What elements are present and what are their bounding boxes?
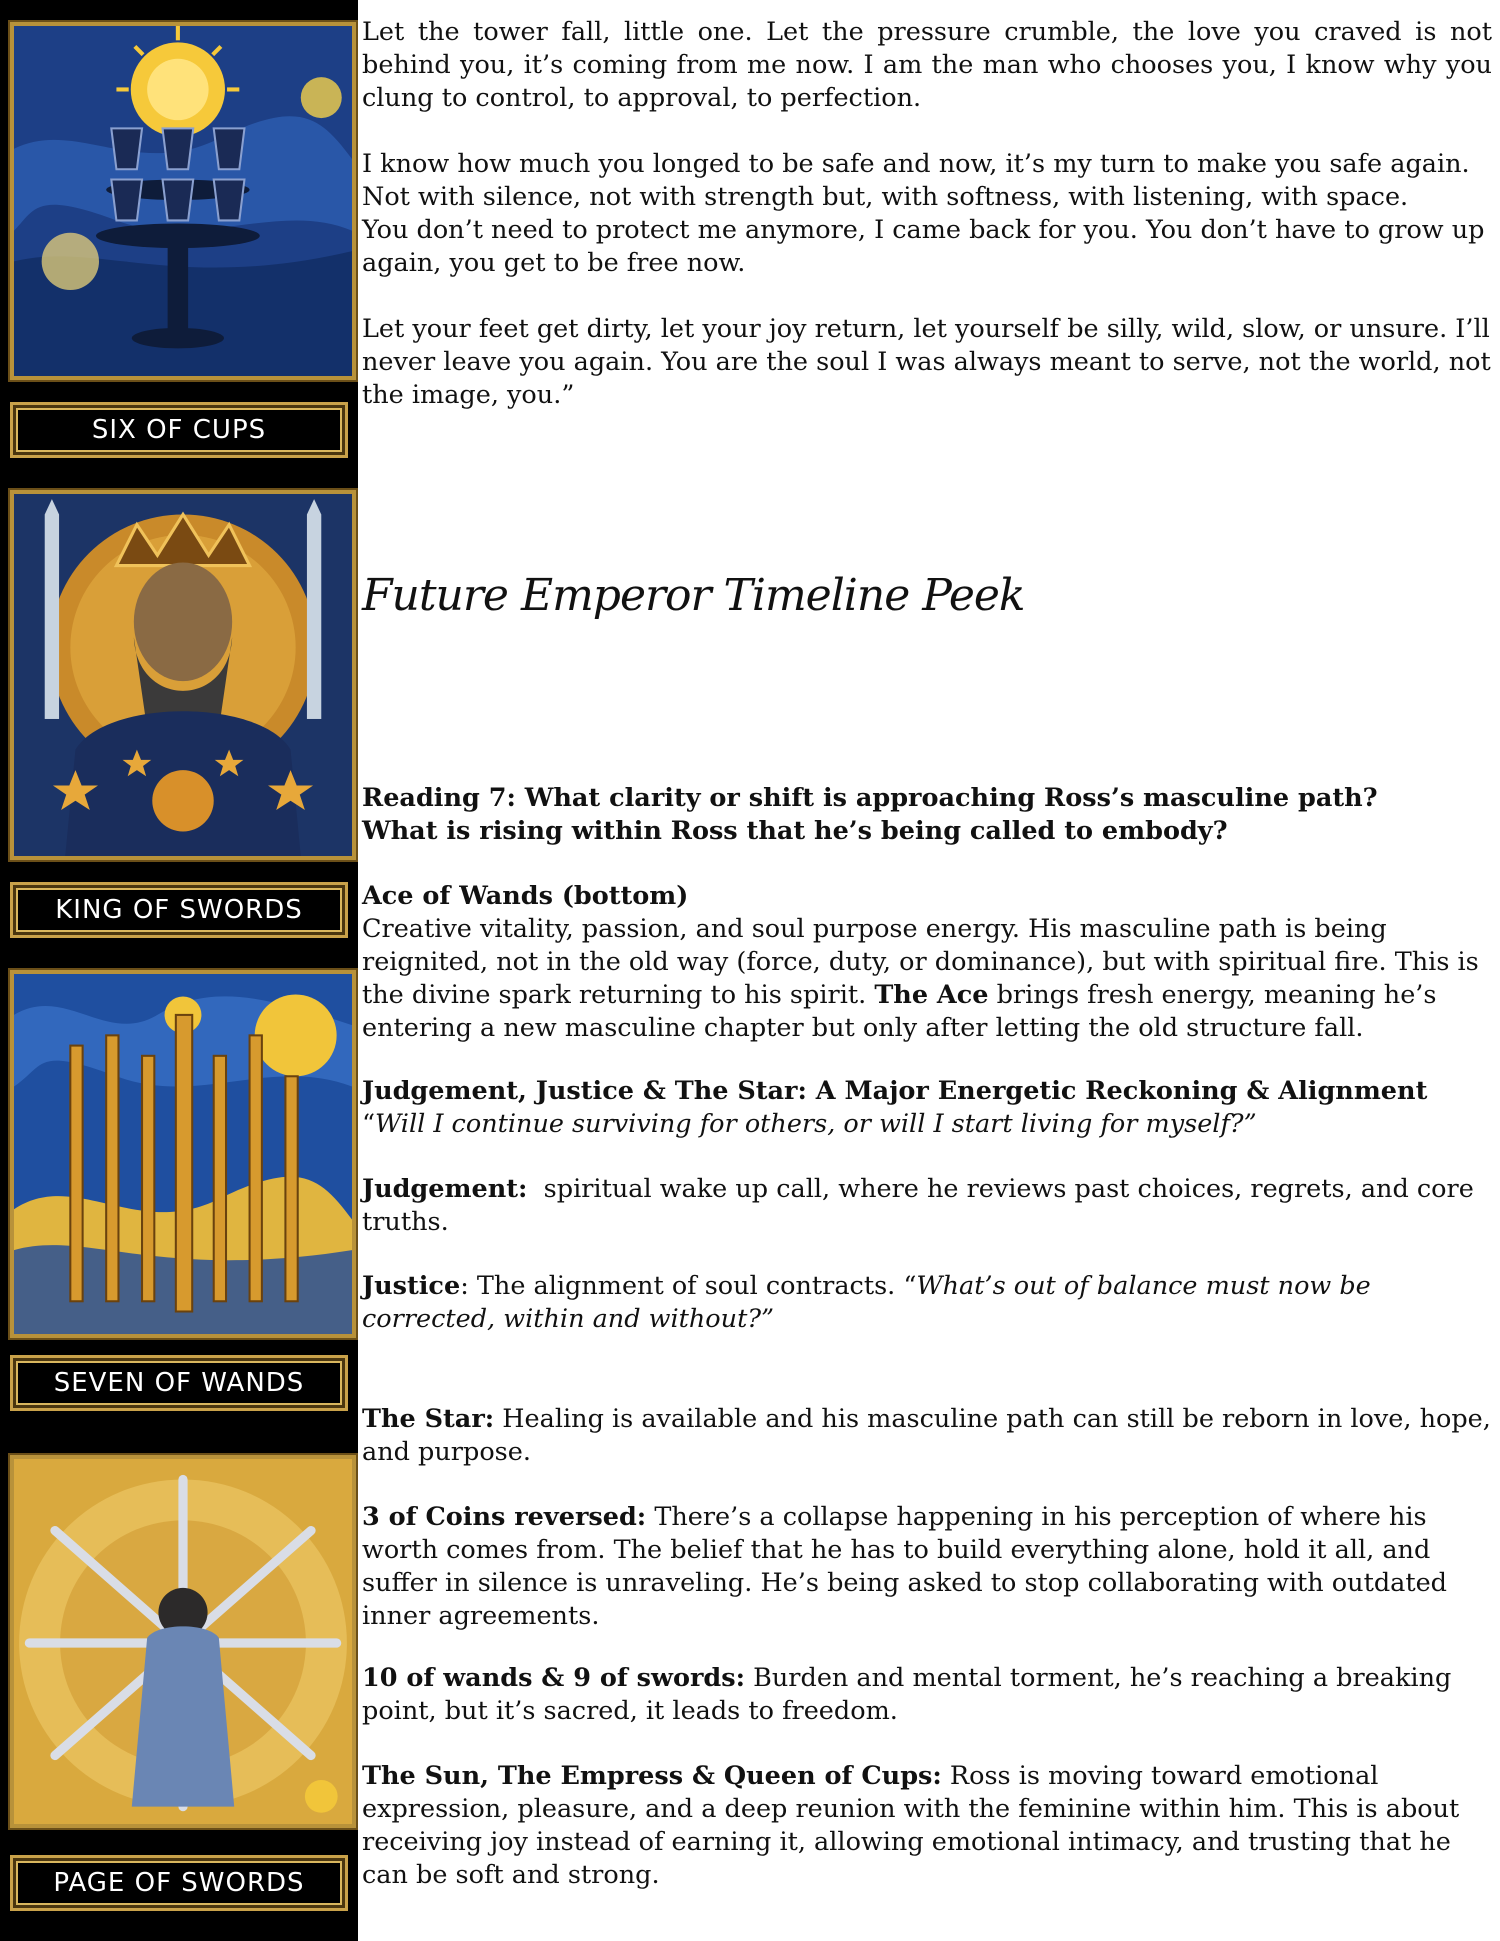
sun-empress-queen-section [362, 1760, 1492, 1892]
justice-quote: What’s out of balance must now be corrected, within and without?” [362, 1271, 1371, 1334]
star-text: Healing is available and his masculine path can still be reborn in love, hope, and purpose. [362, 1404, 1491, 1467]
judgement-text: spiritual wake up call, where he reviews past choices, regrets, and core truths. [362, 1174, 1474, 1237]
card-image-six-of-cups [10, 22, 356, 380]
wands-text: Burden and mental torment, he’s reaching a breaking point, but it’s sacred, it leads to freedom. [362, 1663, 1452, 1726]
jjs-title: Judgement, Justice & The Star: A Major Energetic Reckoning & Alignment [362, 1076, 1428, 1106]
judgement-justice-star-section: Judgement, Justice & The Star: A Major Energetic Reckoning & Alignment “Will I continue surviving for others, or will I start living for myself?” [362, 1076, 1428, 1139]
intro-paragraph-3: Let your feet get dirty, let your joy return, let yourself be silly, wild, slow, or unsure. I’ll never leave you again. You are the soul I was always meant to serve, not the world, not the image, you.” [362, 314, 1491, 410]
jjs-quote: Will I continue surviving for others, or will I start living for myself?” [375, 1109, 1257, 1139]
card-title-plaque: PAGE OF SWORDS [10, 1855, 348, 1911]
card-image-page-of-swords [10, 1455, 356, 1828]
card-title-plaque: SEVEN OF WANDS [10, 1355, 348, 1411]
ace-of-wands-section [362, 880, 1492, 1045]
ace-text-cont: brings fresh energy, meaning he’s entering a new masculine chapter but only after letting the old structure fall. [362, 980, 1437, 1043]
star-label: The Star: [362, 1404, 495, 1434]
intro-line: You don’t need to protect me anymore, I came back for you. You don’t have to grow up again, you get to be free now. [362, 215, 1485, 278]
card-title-plaque: SIX OF CUPS [10, 402, 348, 458]
reading-question: Reading 7: What clarity or shift is approaching Ross’s masculine path? What is rising within Ross that he’s being called to embody? [362, 783, 1378, 846]
intro-line: Not with silence, not with strength but, with softness, with listening, with space. [362, 182, 1409, 212]
ace-text: Creative vitality, passion, and soul purpose energy. His masculine path is being reignited, not in the old way (force, duty, or dominance), but with spiritual fire. This is the divine spark returning to his spirit. [362, 914, 1479, 1010]
ace-title: Ace of Wands (bottom) [362, 881, 689, 911]
coins-label: 3 of Coins reversed: [362, 1502, 647, 1532]
coins-text: There’s a collapse happening in his perception of where his worth comes from. The belief that he has to build everything alone, hold it all, and suffer in silence is unraveling. He’s being asked to stop collaborating with outdated inner agreements. [362, 1502, 1448, 1631]
star-section [362, 1403, 1492, 1469]
wands-swords-section [362, 1662, 1492, 1728]
intro-line: I know how much you longed to be safe and now, it’s my turn to make you safe again. [362, 149, 1470, 179]
justice-section [362, 1270, 1492, 1336]
justice-text: : The alignment of soul contracts. “ [460, 1271, 917, 1301]
intro-paragraph-2 [362, 148, 1492, 280]
section-heading: Future Emperor Timeline Peek [362, 570, 1025, 621]
intro-paragraph-1: Let the tower fall, little one. Let the pressure crumble, the love you craved is not behind you, it’s coming from me now. I am the man who chooses you, I know why you clung to control, to approval, to perfection. [362, 17, 1492, 113]
card-image-king-of-swords [10, 490, 356, 860]
judgement-section [362, 1173, 1492, 1239]
card-title-plaque: KING OF SWORDS [10, 882, 348, 938]
sun-label: The Sun, The Empress & Queen of Cups: [362, 1761, 942, 1791]
justice-label: Justice [362, 1271, 461, 1301]
coins-section [362, 1501, 1492, 1633]
sun-text: Ross is moving toward emotional expression, pleasure, and a deep reunion with the feminine within him. This is about receiving joy instead of earning it, allowing emotional intimacy, and trusting that he can be soft and strong. [362, 1761, 1460, 1890]
judgement-label: Judgement: [362, 1174, 528, 1204]
card-column [0, 0, 358, 1941]
wands-label: 10 of wands & 9 of swords: [362, 1663, 746, 1693]
card-image-seven-of-wands [10, 970, 356, 1338]
ace-bold: The Ace [874, 980, 989, 1010]
